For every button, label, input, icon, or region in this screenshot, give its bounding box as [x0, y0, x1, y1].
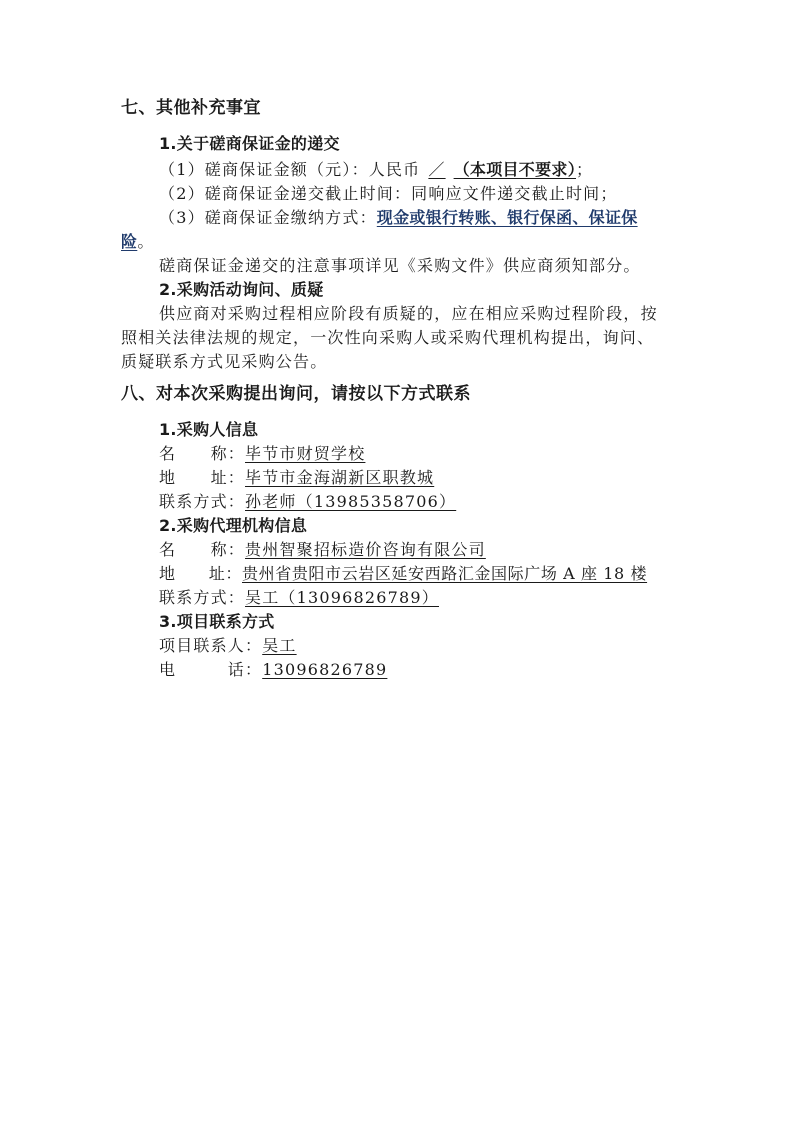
deposit-amount-label: （1）磋商保证金额（元）：人民币 — [159, 160, 421, 179]
deposit-method-value: 现金或银行转账、银行保函、保证保 — [376, 208, 638, 227]
deposit-method-label: （3）磋商保证金缴纳方式： — [159, 208, 377, 227]
agency-contact-line — [159, 588, 439, 608]
inquiry-paragraph-line-3: 质疑联系方式见采购公告。 — [121, 352, 328, 371]
project-phone-value: 13096826789 — [262, 660, 388, 679]
deposit-amount-note: （本项目不要求） — [453, 160, 576, 179]
purchaser-address-line — [159, 468, 434, 488]
deposit-method-line — [159, 208, 638, 228]
project-phone-line — [159, 660, 387, 680]
agency-name-label: 名 称： — [159, 540, 246, 559]
purchaser-contact-line — [159, 492, 456, 512]
agency-name-value: 贵州智聚招标造价咨询有限公司 — [245, 540, 486, 559]
deposit-note: 磋商保证金递交的注意事项详见《采购文件》供应商须知部分。 — [159, 256, 641, 275]
agency-address-value: 贵州省贵阳市云岩区延安西路汇金国际广场 A 座 18 楼 — [242, 564, 648, 583]
section-8-heading: 八、对本次采购提出询问，请按以下方式联系 — [121, 384, 471, 404]
inquiry-paragraph-line-2: 照相关法律法规的规定，一次性向采购人或采购代理机构提出，询问、 — [121, 328, 655, 347]
agency-contact-label: 联系方式： — [159, 588, 246, 607]
purchaser-heading: 1.采购人信息 — [159, 420, 259, 439]
deposit-method-end: 。 — [137, 232, 155, 251]
section-7-heading: 七、其他补充事宜 — [121, 98, 261, 118]
deposit-deadline-line: （2）磋商保证金递交截止时间：同响应文件递交截止时间； — [159, 184, 618, 203]
project-person-line — [159, 636, 297, 656]
project-contact-heading: 3.项目联系方式 — [159, 612, 275, 631]
purchaser-address-value: 毕节市金海湖新区职教城 — [245, 468, 435, 487]
agency-contact-value: 吴工（13096826789） — [245, 588, 439, 607]
deposit-amount-end: ； — [576, 160, 594, 179]
project-phone-label: 电 话： — [159, 660, 263, 679]
subsection-inquiry-heading: 2.采购活动询问、质疑 — [159, 280, 324, 299]
subsection-deposit-heading: 1.关于磋商保证金的递交 — [159, 134, 340, 153]
deposit-method-line-2 — [121, 232, 155, 252]
deposit-amount-line — [159, 160, 593, 180]
purchaser-contact-label: 联系方式： — [159, 492, 246, 511]
purchaser-address-label: 地 址： — [159, 468, 246, 487]
project-person-label: 项目联系人： — [159, 636, 263, 655]
agency-heading: 2.采购代理机构信息 — [159, 516, 308, 535]
purchaser-name-label: 名 称： — [159, 444, 246, 463]
purchaser-contact-value: 孙老师（13985358706） — [245, 492, 457, 511]
deposit-method-value-cont: 险 — [121, 232, 138, 251]
purchaser-name-line — [159, 444, 365, 464]
inquiry-paragraph-line-1: 供应商对采购过程相应阶段有质疑的，应在相应采购过程阶段，按 — [159, 304, 658, 323]
agency-address-label: 地 址： — [159, 564, 243, 583]
agency-name-line — [159, 540, 486, 560]
deposit-amount-value: ／ — [428, 160, 446, 179]
purchaser-name-value: 毕节市财贸学校 — [245, 444, 366, 463]
agency-address-line — [159, 564, 647, 584]
project-person-value: 吴工 — [262, 636, 297, 655]
